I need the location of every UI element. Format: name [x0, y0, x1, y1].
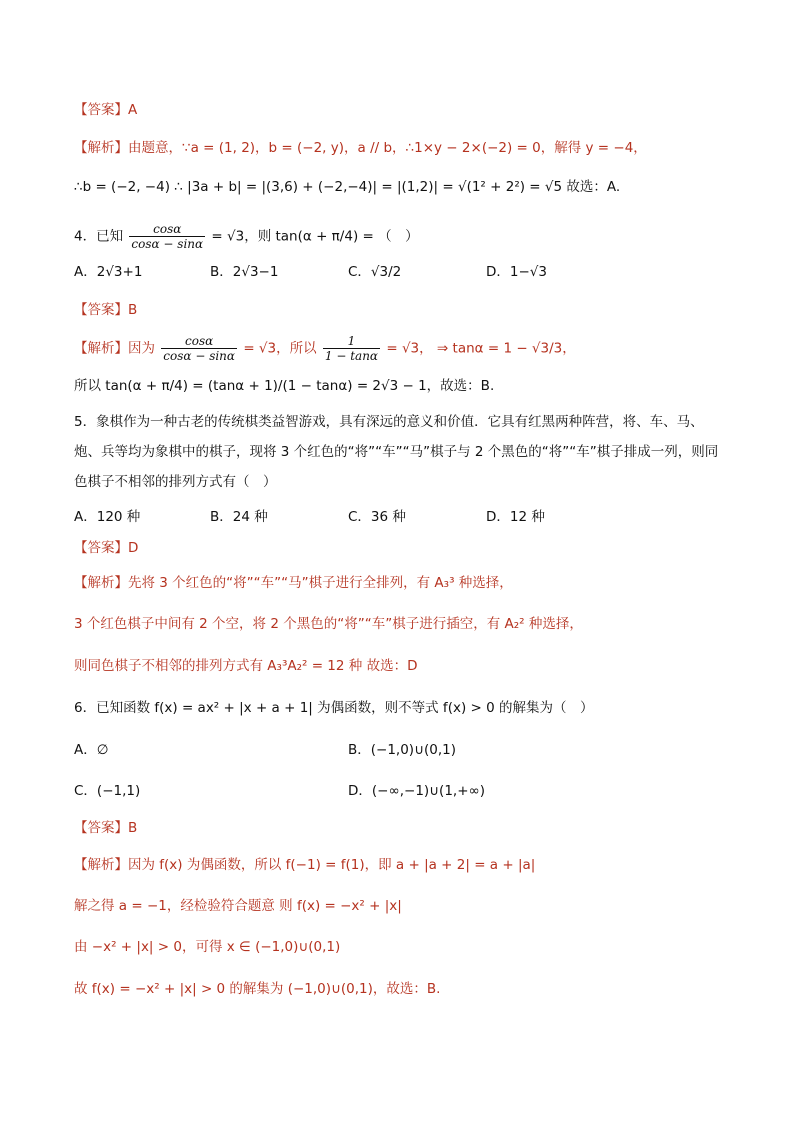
q5-stem-line3: 色棋子不相邻的排列方式有（ ） [74, 474, 277, 490]
q6-analysis-text1: 因为 f(x) 为偶函数，所以 f(−1) = f(1)，即 a + |a + 2| = a + |a| [128, 857, 536, 873]
q5-option-a: A．120 种 [74, 509, 141, 525]
answer-tag: 【答案】 [74, 820, 128, 836]
q4-analysis-mid: = √3，所以 [243, 340, 317, 357]
q5-option-d: D．12 种 [486, 509, 545, 525]
q3-analysis-text1: 由题意，∵a = (1, 2)，b = (−2, y)，a // b，∴1×y − 2×(−2) = 0，解得 y = −4， [128, 140, 647, 156]
q5-stem-line2: 炮、兵等均为象棋中的棋子，现将 3 个红色的“将”“车”“马”棋子与 2 个黑色的“将”“车”棋子排成一列，则同 [74, 444, 719, 460]
q6-option-b: B．(−1,0)∪(0,1) [348, 742, 456, 758]
q3-analysis-text2: ∴b = (−2, −4) ∴ |3a + b| = |(3,6) + (−2,−4)| = |(1,2)| = √(1² + 2²) = √5 故选：A. [74, 179, 621, 195]
q5-analysis-text1: 先将 3 个红色的“将”“车”“马”棋子进行全排列，有 A₃³ 种选择， [128, 575, 513, 591]
q3-analysis-line1 [74, 138, 647, 158]
q4-analysis-frac1-num: cosα [161, 334, 237, 349]
q6-option-d: D．(−∞,−1)∪(1,+∞) [348, 783, 486, 799]
q4-analysis-fraction2 [323, 334, 380, 363]
answer-tag: 【答案】 [74, 302, 128, 318]
q5-analysis-line2: 3 个红色棋子中间有 2 个空，将 2 个黑色的“将”“车”棋子进行插空，有 A₂² 种选择， [74, 616, 583, 632]
q5-option-c: C．36 种 [348, 509, 406, 525]
answer-tag: 【答案】 [74, 102, 128, 118]
q5-analysis-line3: 则同色棋子不相邻的排列方式有 A₃³A₂² = 12 种 故选：D [74, 658, 418, 674]
q4-answer-line [74, 300, 137, 320]
q4-option-c: C．√3/2 [348, 264, 402, 280]
q4-analysis-frac1-den: cosα − sinα [163, 349, 236, 363]
q6-option-a: A．∅ [74, 742, 109, 758]
q6-analysis-line2: 解之得 a = −1，经检验符合题意 则 f(x) = −x² + |x| [74, 898, 402, 914]
q4-frac-num: cosα [129, 222, 205, 237]
q4-analysis-frac2-den: 1 − tanα [324, 349, 379, 363]
q4-stem-mid: = √3，则 tan(α + π/4) = （ ） [211, 228, 419, 245]
q6-analysis-line1 [74, 855, 535, 875]
q3-answer-line [74, 100, 137, 120]
q4-stem-fraction [129, 222, 205, 251]
q6-analysis-line3: 由 −x² + |x| > 0，可得 x ∈ (−1,0)∪(0,1) [74, 939, 341, 955]
q5-analysis-line1 [74, 573, 513, 593]
q4-analysis-fraction1 [161, 334, 237, 363]
q3-analysis-line2 [74, 177, 620, 197]
q4-analysis-text2: 所以 tan(α + π/4) = (tanα + 1)/(1 − tanα) = 2√3 − 1，故选：B. [74, 378, 495, 394]
q4-stem [74, 222, 419, 251]
q4-option-d: D．1−√3 [486, 264, 547, 280]
q4-frac-den: cosα − sinα [131, 237, 204, 251]
q4-analysis-prefix: 因为 [128, 340, 155, 357]
q3-answer: A [128, 102, 138, 118]
analysis-tag: 【解析】 [74, 140, 128, 156]
q5-option-b: B．24 种 [210, 509, 268, 525]
q5-stem-line1: 5．象棋作为一种古老的传统棋类益智游戏，具有深远的意义和价值．它具有红黑两种阵营，将、车、马、 [74, 414, 704, 430]
q6-stem: 6．已知函数 f(x) = ax² + |x + a + 1| 为偶函数，则不等式 f(x) > 0 的解集为（ ） [74, 700, 594, 716]
q4-analysis-line1 [74, 334, 576, 363]
q4-analysis-line2 [74, 376, 494, 396]
q4-analysis-tail: = √3， ⇒ tanα = 1 − √3/3， [386, 340, 576, 357]
q4-option-b: B．2√3−1 [210, 264, 279, 280]
q6-answer-line [74, 818, 137, 838]
analysis-tag: 【解析】 [74, 575, 128, 591]
q6-analysis-line4: 故 f(x) = −x² + |x| > 0 的解集为 (−1,0)∪(0,1)，故选：B. [74, 981, 441, 997]
q4-analysis-frac2-num: 1 [323, 334, 380, 349]
q6-answer: B [128, 820, 138, 836]
q4-answer: B [128, 302, 138, 318]
q4-option-a: A．2√3+1 [74, 264, 143, 280]
q5-answer-line [74, 538, 138, 558]
analysis-tag: 【解析】 [74, 340, 128, 357]
answer-tag: 【答案】 [74, 540, 128, 556]
q5-answer: D [128, 540, 139, 556]
q6-option-c: C．(−1,1) [74, 783, 141, 799]
q4-stem-prefix: 4．已知 [74, 228, 124, 245]
analysis-tag: 【解析】 [74, 857, 128, 873]
